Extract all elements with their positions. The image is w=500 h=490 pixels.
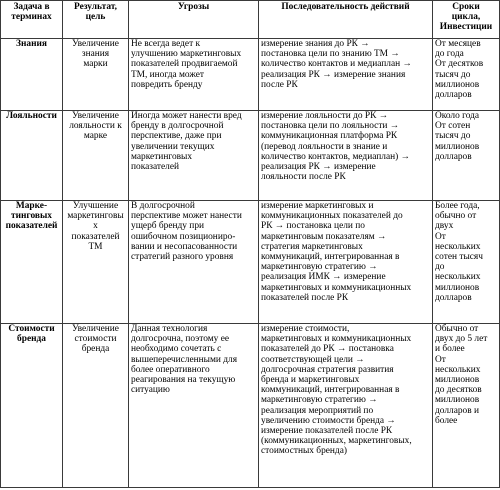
terms-cell: Около года От сотен тысяч до миллионов долларов bbox=[433, 111, 500, 201]
result-cell: Увеличение лояльности к марке bbox=[63, 111, 129, 201]
result-cell: Увеличение стоимости бренда bbox=[63, 324, 129, 488]
header-steps: Последовательность действий bbox=[259, 1, 433, 39]
task-cell: Марке- тинговых показателей bbox=[1, 201, 63, 324]
terms-cell: От месяцев до года От десятков тысяч до миллионов долларов bbox=[433, 39, 500, 111]
steps-cell: измерение лояльности до РК → постановка цели по лояльности → коммуникационная платформа РК (перевод лояльности в знание и количество контактов, медиаплан) → реализация РК → измерение лояльности после РК bbox=[259, 111, 433, 201]
table-row bbox=[1, 111, 500, 201]
table-row bbox=[1, 201, 500, 324]
steps-cell: измерение стоимости, маркетинговых и коммуникационных показателей до РК → постановка соответствующей цели → долгосрочная стратегия развития бренда и маркетинговых коммуникаций, интегрированная в маркетинговую стратегию → реализация мероприятий по увеличению стоимости бренда → измерение показателей после РК (коммуникационных, маркетинговых, стоимостных бренда) bbox=[259, 324, 433, 488]
steps-cell: измерение маркетинговых и коммуникационных показателей до РК → постановка цели по маркетинговым показателям → стратегия маркетинговых коммуникаций, интегрированная в маркетинговую стратегию → реализация ИМК → измерение маркетинговых и коммуникационных показателей после РК bbox=[259, 201, 433, 324]
steps-cell: измерение знания до РК → постановка цели по знанию ТМ → количество контактов и медиаплан → реализация РК → измерение знания после РК bbox=[259, 39, 433, 111]
terms-cell: Обычно от двух до 5 лет и более От нескольких миллионов до десятков миллионов долларов и более bbox=[433, 324, 500, 488]
table-row bbox=[1, 39, 500, 111]
threat-cell: Иногда может нанести вред бренду в долгосрочной перспективе, даже при увеличении текущих маркетинговых показателей bbox=[129, 111, 259, 201]
task-cell: Стоимости бренда bbox=[1, 324, 63, 488]
threat-cell: В долгосрочной перспективе может нанести ущерб бренду при ошибочном позициониро- вании и несопасованности стратегий разного уровня bbox=[129, 201, 259, 324]
header-task: Задача в терминах bbox=[1, 1, 63, 39]
header-threats: Угрозы bbox=[129, 1, 259, 39]
threat-cell: Данная технология долгосрочна, поэтому ее необходимо сочетать с вышеперечисленными для более оперативного реагирования на текущую ситуацию bbox=[129, 324, 259, 488]
header-terms: Сроки цикла, Инвестиции bbox=[433, 1, 500, 39]
header-result: Результат, цель bbox=[63, 1, 129, 39]
table-row bbox=[1, 324, 500, 488]
result-cell: Улучшение маркетинговы х показателей ТМ bbox=[63, 201, 129, 324]
result-cell: Увеличение знания марки bbox=[63, 39, 129, 111]
task-cell: Знания bbox=[1, 39, 63, 111]
header-row bbox=[1, 1, 500, 39]
task-cell: Лояльности bbox=[1, 111, 63, 201]
terms-cell: Более года, обычно от двух От нескольких сотен тысяч до нескольких миллионов долларов bbox=[433, 201, 500, 324]
threat-cell: Не всегда ведет к улучшению маркетинговых показателей продвигаемой ТМ, иногда может повредить бренду bbox=[129, 39, 259, 111]
